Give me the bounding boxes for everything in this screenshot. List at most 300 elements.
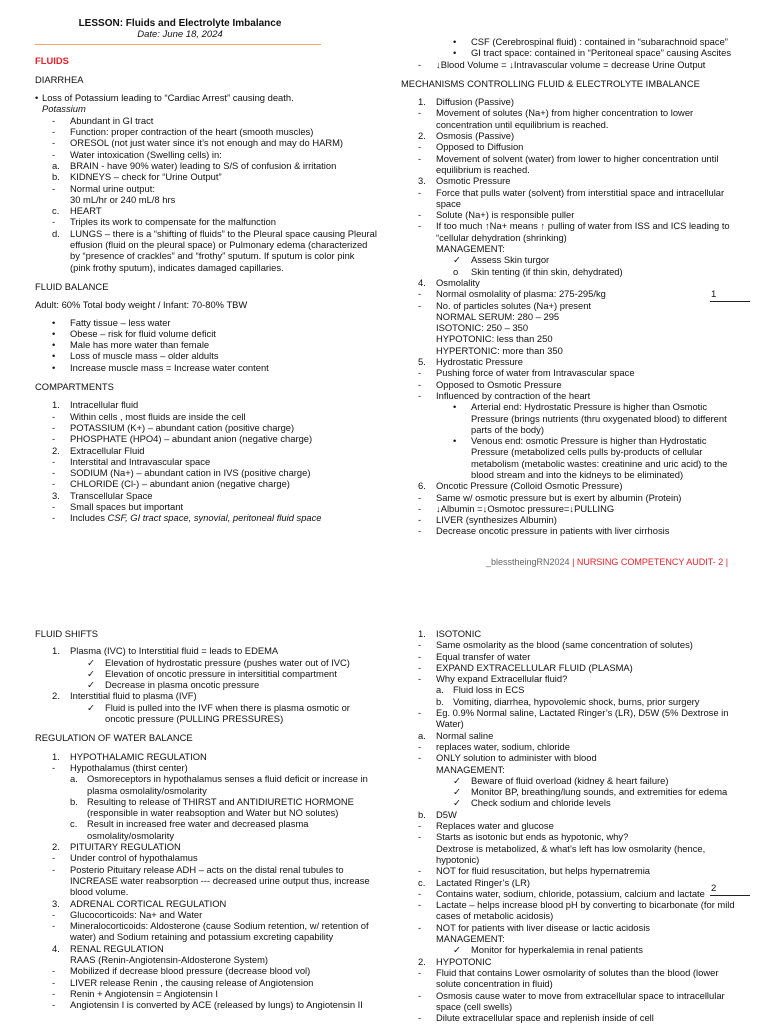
list-item-text: Decrease oncotic pressure in patients with liver cirrhosis xyxy=(436,525,670,537)
list-item xyxy=(35,818,380,841)
list-item-text: Obese – risk for fluid volume deficit xyxy=(70,327,216,339)
list-item-text: Monitor BP, breathing/lung sounds, and extremities for edema xyxy=(471,786,728,798)
list-item-text: Glucocorticoids: Na+ and Water xyxy=(70,908,203,920)
list-item xyxy=(35,422,377,433)
list-marker: - xyxy=(418,525,422,537)
list-item xyxy=(35,478,377,489)
list-item-text: Abundant in GI tract xyxy=(70,114,154,126)
list-marker xyxy=(418,764,436,775)
list-item-text: Venous end: osmotic Pressure is higher than Hydrostatic Pressure (metabolized cells pulls by-products of cellular metabolism (metabolic wastes: creatinine and uric acid) to the blood stream and into the kidneys to be eliminated) xyxy=(471,435,728,480)
list-item-text: Normal urine output: xyxy=(70,182,155,194)
list-item-text: HYPERTONIC: more than 350 xyxy=(436,344,563,356)
list-marker: 2. xyxy=(418,130,426,142)
list-marker xyxy=(418,243,436,254)
section-heading: REGULATION OF WATER BALANCE xyxy=(35,732,193,744)
list-marker: - xyxy=(418,299,422,311)
list-item-text: Osmosis (Passive) xyxy=(436,130,515,142)
list-marker: - xyxy=(52,126,56,138)
list-marker: - xyxy=(52,500,56,512)
list-item xyxy=(35,126,377,137)
list-marker: • xyxy=(52,339,56,351)
list-marker: • xyxy=(35,92,39,104)
list-marker: d. xyxy=(52,227,60,239)
list-item xyxy=(401,673,746,684)
list-item xyxy=(35,399,377,410)
list-item-text: Movement of solvent (water) from lower to higher concentration until equilibrium is reached. xyxy=(436,152,719,175)
list-item-text: Osmolality xyxy=(436,276,480,288)
list-marker: - xyxy=(52,999,56,1011)
list-marker: - xyxy=(52,761,56,773)
list-marker: 4. xyxy=(418,276,426,288)
list-marker: - xyxy=(52,863,56,875)
list-item-text: Dilute extracellular space and replenish inside of cell xyxy=(436,1012,654,1024)
list-item xyxy=(401,107,743,130)
list-item xyxy=(401,333,743,344)
list-item-text: NOT for fluid resuscitation, but helps hypernatremia xyxy=(436,865,650,877)
list-marker: - xyxy=(418,831,422,843)
list-item-text: LUNGS – there is a “shifting of fluids” to the Pleural space causing Pleural effusion (fluid on the pleural space) or Pulmonary edema (characterized by “presence of crackles” and “frothy” sputum. If sputum is color pink (pink frothy sputum), indicates damaged capillaries. xyxy=(70,227,377,273)
list-item-text: Elevation of oncotic pressure in intersititial compartment xyxy=(105,667,337,679)
list-item xyxy=(35,668,380,679)
list-marker: - xyxy=(52,965,56,977)
list-marker: - xyxy=(418,661,422,673)
list-item xyxy=(35,898,380,909)
list-item xyxy=(35,362,377,373)
list-item xyxy=(35,160,377,171)
list-item-text: CHLORIDE (Cl-) – abundant anion (negative charge) xyxy=(70,478,290,490)
list-marker: - xyxy=(418,514,422,526)
list-marker: - xyxy=(418,220,422,232)
list-item-text: GI tract space: contained in “Peritoneal space” causing Ascites xyxy=(471,47,732,59)
list-marker: 1. xyxy=(52,399,60,411)
list-item-text: Osmosis cause water to move from extracellular space to intracellular space (cell swells) xyxy=(436,989,725,1012)
list-item-text: Contains water, sodium, chloride, potassium, calcium and lactate xyxy=(436,887,705,899)
list-item-text: HYPOTHALAMIC REGULATION xyxy=(70,750,207,762)
list-item xyxy=(401,503,743,514)
list-item xyxy=(35,943,380,954)
list-item-text: If too much ↑Na+ means ↑ pulling of water from ISS and ICS leading to “cellular dehydration (shrinking) xyxy=(436,220,730,243)
list-item xyxy=(35,149,377,160)
list-item-text: Fluid that contains Lower osmolarity of solutes than the blood (lower solute concentration in fluid) xyxy=(436,966,719,990)
list-item-text: LIVER release Renin , the causing release of Angiotension xyxy=(70,976,314,988)
list-item-text: Fatty tissue – less water xyxy=(70,316,171,328)
list-item xyxy=(35,490,377,501)
list-marker: 3. xyxy=(418,175,426,187)
list-item-text: ADRENAL CORTICAL REGULATION xyxy=(70,897,227,909)
list-marker: - xyxy=(52,852,56,864)
list-marker: b. xyxy=(436,695,444,707)
list-item xyxy=(401,865,746,876)
list-item-text: Starts as isotonic but ends as hypotonic, why? xyxy=(436,831,629,843)
list-item xyxy=(401,933,746,944)
section-heading: COMPARTMENTS xyxy=(35,381,114,393)
list-marker: - xyxy=(52,410,56,422)
page1-left-content xyxy=(35,74,377,524)
list-item-text: ISOTONIC xyxy=(436,628,482,639)
list-marker: • xyxy=(453,435,457,447)
list-item-text: HEART xyxy=(70,205,102,217)
list-item xyxy=(35,328,377,339)
list-item-text: Dextrose is metabolized, & what’s left has low osmolarity (hence, hypotonic) xyxy=(436,842,706,865)
page1-right-content xyxy=(401,36,743,537)
list-item xyxy=(35,762,380,773)
list-item-text: Lactate – helps increase blood pH by converting to bicarbonate (for mild cases of metabolic acidosis) xyxy=(436,899,735,922)
list-item xyxy=(401,96,743,107)
list-item xyxy=(35,228,377,273)
list-item-text: Decrease in plasma oncotic pressure xyxy=(105,679,260,691)
list-marker: - xyxy=(418,899,422,911)
text-line: Adult: 60% Total body weight / Infant: 70-80% TBW xyxy=(35,299,248,311)
list-marker: c. xyxy=(70,818,78,830)
list-marker: a. xyxy=(436,684,444,696)
list-item xyxy=(401,209,743,220)
list-item-text: Renin + Angiotensin = Angiotensin I xyxy=(70,987,219,999)
list-item xyxy=(401,956,746,967)
list-item-text: Same osmolarity as the blood (same concentration of solutes) xyxy=(436,639,693,651)
list-marker: - xyxy=(52,920,56,932)
list-item xyxy=(401,775,746,786)
list-marker: - xyxy=(418,989,422,1001)
list-item xyxy=(401,662,746,673)
page2-left-content xyxy=(35,628,380,1011)
list-item xyxy=(35,205,377,216)
list-item-text: Same w/ osmotic pressure but is exert by albumin (Protein) xyxy=(436,491,682,503)
list-marker: b. xyxy=(70,795,78,807)
list-item xyxy=(401,741,746,752)
list-marker: - xyxy=(52,976,56,988)
list-marker: • xyxy=(453,47,457,59)
list-item xyxy=(401,435,743,480)
list-item-text: Angiotensin I is converted by ACE (released by lungs) to Angiotensin II xyxy=(70,999,363,1011)
list-item-text: NORMAL SERUM: 280 – 295 xyxy=(436,310,560,322)
list-item xyxy=(401,356,743,367)
list-item-text: Includes CSF, GI tract space, synovial, peritoneal fluid space xyxy=(70,512,322,524)
list-item xyxy=(35,137,377,148)
list-item-text: Elevation of hydrostatic pressure (pushes water out of IVC) xyxy=(105,656,350,668)
list-item-text: Normal osmolality of plasma: 275-295/kg xyxy=(436,288,606,300)
list-marker: - xyxy=(418,367,422,379)
page-number-line-2 xyxy=(710,895,750,896)
page2-left-column xyxy=(35,628,380,1011)
list-marker: b. xyxy=(52,171,60,183)
page-number-line-1 xyxy=(710,301,750,302)
list-marker: - xyxy=(52,478,56,490)
list-item xyxy=(401,175,743,186)
list-item-text: Water intoxication (Swelling cells) in: xyxy=(70,148,222,160)
list-marker xyxy=(418,311,436,322)
list-item xyxy=(401,153,743,176)
list-marker: - xyxy=(52,512,56,524)
title-divider xyxy=(35,44,321,45)
list-item xyxy=(35,183,377,194)
list-item xyxy=(35,773,380,796)
list-marker: - xyxy=(418,650,422,662)
list-marker: b. xyxy=(418,808,426,820)
list-item xyxy=(35,445,377,456)
list-item xyxy=(35,501,377,512)
list-item xyxy=(35,433,377,444)
fluids-heading: FLUIDS xyxy=(35,54,69,66)
list-item-text: KIDNEYS – check for “Urine Output” xyxy=(70,171,222,183)
check-icon: ✓ xyxy=(453,786,461,798)
list-item-text: 30 mL/hr or 240 mL/8 hrs xyxy=(70,193,176,205)
list-item xyxy=(401,831,746,842)
list-item xyxy=(401,899,746,922)
list-item xyxy=(401,1012,746,1023)
list-marker: 2. xyxy=(418,955,426,967)
list-item xyxy=(35,988,380,999)
list-item xyxy=(401,130,743,141)
list-item-text: Lactated Ringer’s (LR) xyxy=(436,876,530,888)
list-marker: 2. xyxy=(52,841,60,853)
list-item xyxy=(35,115,377,126)
list-item-text: MANAGEMENT: xyxy=(436,243,505,255)
list-marker: a. xyxy=(418,729,426,741)
list-item xyxy=(35,954,380,965)
list-marker: 1. xyxy=(52,645,60,657)
list-item-text: Function: proper contraction of the heart (smooth muscles) xyxy=(70,126,314,138)
list-item-text: Male has more water than female xyxy=(70,339,210,351)
list-marker: 1. xyxy=(418,96,426,108)
list-item xyxy=(401,480,743,491)
list-marker xyxy=(418,933,436,944)
list-item xyxy=(401,390,743,401)
lesson-title: LESSON: Fluids and Electrolyte Imbalance xyxy=(78,18,282,29)
page-number-1: 1 xyxy=(711,289,717,300)
list-item-text: LIVER (synthesizes Albumin) xyxy=(436,514,557,526)
section-heading: FLUID SHIFTS xyxy=(35,628,99,639)
list-item xyxy=(35,317,377,328)
check-icon: ✓ xyxy=(87,679,95,691)
check-icon: ✓ xyxy=(87,701,95,713)
list-item xyxy=(401,764,746,775)
list-marker: • xyxy=(52,350,56,362)
list-item xyxy=(401,379,743,390)
list-item xyxy=(401,786,746,797)
list-item-text: CSF (Cerebrospinal fluid) : contained in “subarachnoid space” xyxy=(471,36,728,47)
list-item xyxy=(35,456,377,467)
list-item-text: Solute (Na+) is responsible puller xyxy=(436,209,575,221)
list-marker: • xyxy=(453,401,457,413)
list-item xyxy=(401,300,743,311)
list-item-text: POTASSIUM (K+) – abundant cation (positive charge) xyxy=(70,421,295,433)
list-item xyxy=(35,216,377,227)
list-item-text: Osmoreceptors in hypothalamus senses a fluid deficit or increase in plasma osmolality/osmolarity xyxy=(87,773,368,796)
list-item xyxy=(35,999,380,1010)
list-item-text: ONLY solution to administer with blood xyxy=(436,752,597,764)
list-item-text: Oncotic Pressure (Colloid Osmotic Pressure) xyxy=(436,480,623,492)
list-marker: 6. xyxy=(418,480,426,492)
list-item-text: EXPAND EXTRACELLULAR FLUID (PLASMA) xyxy=(436,661,633,673)
list-marker: - xyxy=(52,148,56,160)
list-item-text: HYPOTONIC xyxy=(436,955,492,967)
list-marker xyxy=(52,954,70,965)
section-heading: MECHANISMS CONTROLLING FLUID & ELECTROLYTE IMBALANCE xyxy=(401,77,700,89)
page-2 xyxy=(0,622,768,1024)
list-item-text: Loss of muscle mass – older aldults xyxy=(70,350,219,362)
check-icon: ✓ xyxy=(453,797,461,809)
list-item-text: RENAL REGULATION xyxy=(70,942,164,954)
check-icon: ✓ xyxy=(87,667,95,679)
list-item xyxy=(401,628,746,639)
list-marker: 4. xyxy=(52,942,60,954)
list-item xyxy=(401,322,743,333)
section-heading: FLUID BALANCE xyxy=(35,280,109,292)
list-item xyxy=(401,651,746,662)
list-marker: - xyxy=(418,152,422,164)
list-item xyxy=(35,977,380,988)
list-item xyxy=(401,187,743,210)
list-item xyxy=(35,679,380,690)
list-item xyxy=(401,401,743,435)
list-item xyxy=(401,277,743,288)
list-item-text: Beware of fluid overload (kidney & heart failure) xyxy=(471,774,669,786)
list-marker: - xyxy=(418,107,422,119)
list-marker: - xyxy=(418,740,422,752)
page2-right-content xyxy=(401,628,746,1023)
list-marker: - xyxy=(418,389,422,401)
list-item xyxy=(401,514,743,525)
section-heading: DIARRHEA xyxy=(35,73,84,85)
list-item xyxy=(401,220,743,243)
list-item-text: Diffusion (Passive) xyxy=(436,96,514,108)
list-marker xyxy=(52,194,70,205)
list-item xyxy=(401,707,746,730)
list-marker: - xyxy=(52,114,56,126)
list-item xyxy=(401,254,743,265)
list-item xyxy=(401,809,746,820)
list-item xyxy=(35,92,377,103)
list-item xyxy=(35,702,380,725)
list-item xyxy=(401,243,743,254)
list-marker: c. xyxy=(52,205,60,217)
list-marker: 3. xyxy=(52,897,60,909)
list-item-text: Check sodium and chloride levels xyxy=(471,797,611,809)
list-marker: - xyxy=(418,186,422,198)
list-item-text: SODIUM (Na+) – abundant cation in IVS (positive charge) xyxy=(70,467,311,479)
list-item-text: Arterial end: Hydrostatic Pressure is higher than Osmotic Pressure (brings nutrients (thru oxygenated blood) to different parts of the body) xyxy=(471,401,727,435)
list-item-text: Opposed to Diffusion xyxy=(436,141,524,153)
list-item xyxy=(401,684,746,695)
list-item-text: Movement of solutes (Na+) from higher concentration to lower concentration until equilibrium is reached. xyxy=(436,107,694,130)
list-marker: - xyxy=(52,216,56,228)
list-item-text: Small spaces but important xyxy=(70,500,184,512)
list-marker: - xyxy=(418,378,422,390)
list-item xyxy=(401,141,743,152)
list-marker: 1. xyxy=(418,628,426,639)
list-item-text: Posterio Pituitary release ADH – acts on the distal renal tubules to INCREASE water reabsorption --- decreased urine output thus, increase blood volume. xyxy=(70,863,370,898)
list-marker xyxy=(418,843,436,866)
list-item xyxy=(401,843,746,866)
list-item xyxy=(401,367,743,378)
list-item-text: No. of particles solutes (Na+) present xyxy=(436,299,592,311)
list-item-text: Under control of hypothalamus xyxy=(70,852,198,864)
list-item-text: MANAGEMENT: xyxy=(436,763,505,775)
list-item xyxy=(35,965,380,976)
list-item xyxy=(401,922,746,933)
list-item-text: Pushing force of water from Intravascular space xyxy=(436,367,635,379)
check-icon: ✓ xyxy=(453,774,461,786)
list-marker: - xyxy=(52,987,56,999)
list-item-text: Intracellular fluid xyxy=(70,399,139,411)
list-item-text: PITUITARY REGULATION xyxy=(70,841,181,853)
list-item xyxy=(401,877,746,888)
list-item-text: Fluid loss in ECS xyxy=(453,684,525,696)
list-item-text: Triples its work to compensate for the malfunction xyxy=(70,216,276,228)
list-marker: • xyxy=(52,327,56,339)
list-item xyxy=(35,841,380,852)
list-item xyxy=(35,467,377,478)
lesson-date: Date: June 18, 2024 xyxy=(137,29,223,41)
list-marker: - xyxy=(52,467,56,479)
list-marker: 1. xyxy=(52,750,60,762)
list-item-text: Result in increased free water and decreased plasma osmolality/osmolarity xyxy=(87,818,309,841)
list-marker: - xyxy=(52,421,56,433)
list-item xyxy=(35,657,380,668)
list-item-text: Mineralocorticoids: Aldosterone (cause Sodium retention, w/ retention of water) and Sodium retaining and potassium excreting capability xyxy=(70,920,369,943)
list-item-text: ISOTONIC: 250 – 350 xyxy=(436,322,529,334)
list-item-text: Fluid is pulled into the IVF when there is plasma osmotic or oncotic pressure (PULLING PRESSURES) xyxy=(105,701,350,725)
list-item-text: Mobilized if decrease blood pressure (decrease blood vol) xyxy=(70,965,311,977)
list-item xyxy=(401,820,746,831)
list-marker: a. xyxy=(70,773,78,785)
list-marker: - xyxy=(52,908,56,920)
list-item-text: Increase muscle mass = Increase water content xyxy=(70,361,269,373)
list-item xyxy=(401,752,746,763)
list-item xyxy=(401,967,746,990)
list-item xyxy=(401,288,743,299)
list-item xyxy=(401,525,743,536)
list-item xyxy=(35,852,380,863)
list-marker: - xyxy=(418,141,422,153)
list-marker: c. xyxy=(418,876,426,888)
list-item xyxy=(35,411,377,422)
list-marker: - xyxy=(52,137,56,149)
list-item-text: Hydrostatic Pressure xyxy=(436,356,524,368)
list-marker: o xyxy=(453,265,459,277)
list-item-text: Force that pulls water (solvent) from interstitial space and intracellular space xyxy=(436,186,725,209)
list-item-text: Replaces water and glucose xyxy=(436,820,554,832)
list-item xyxy=(401,492,743,503)
list-marker xyxy=(418,322,436,333)
list-marker: - xyxy=(418,58,422,70)
list-item xyxy=(35,350,377,361)
list-marker: • xyxy=(52,361,56,373)
page2-right-column xyxy=(401,628,746,1023)
list-marker: - xyxy=(52,182,56,194)
list-marker: a. xyxy=(52,159,60,171)
list-item-text: Monitor for hyperkalemia in renal patients xyxy=(471,944,643,956)
list-item xyxy=(35,339,377,350)
list-item xyxy=(35,194,377,205)
list-marker: - xyxy=(418,707,422,719)
list-item-text: replaces water, sodium, chloride xyxy=(436,740,570,752)
list-item-text: Why expand Extracellular fluid? xyxy=(436,673,568,685)
list-item-text: Eg. 0.9% Normal saline, Lactated Ringer’s (LR), D5W (5% Dextrose in Water) xyxy=(436,707,729,730)
footer-credit-text: _blesstheingRN2024 xyxy=(486,557,570,567)
list-item-text: MANAGEMENT: xyxy=(436,933,505,945)
list-marker: - xyxy=(52,455,56,467)
list-item xyxy=(35,645,380,656)
list-item xyxy=(401,345,743,356)
list-item-text: PHOSPHATE (HPO4) – abundant anion (negative charge) xyxy=(70,433,313,445)
list-item xyxy=(35,512,377,523)
list-item xyxy=(35,864,380,898)
list-marker: - xyxy=(418,1012,422,1024)
list-item-text: Opposed to Osmotic Pressure xyxy=(436,378,562,390)
list-marker: 3. xyxy=(52,489,60,501)
list-item-text: ORESOL (not just water since it’s not enough and may do HARM) xyxy=(70,137,344,149)
